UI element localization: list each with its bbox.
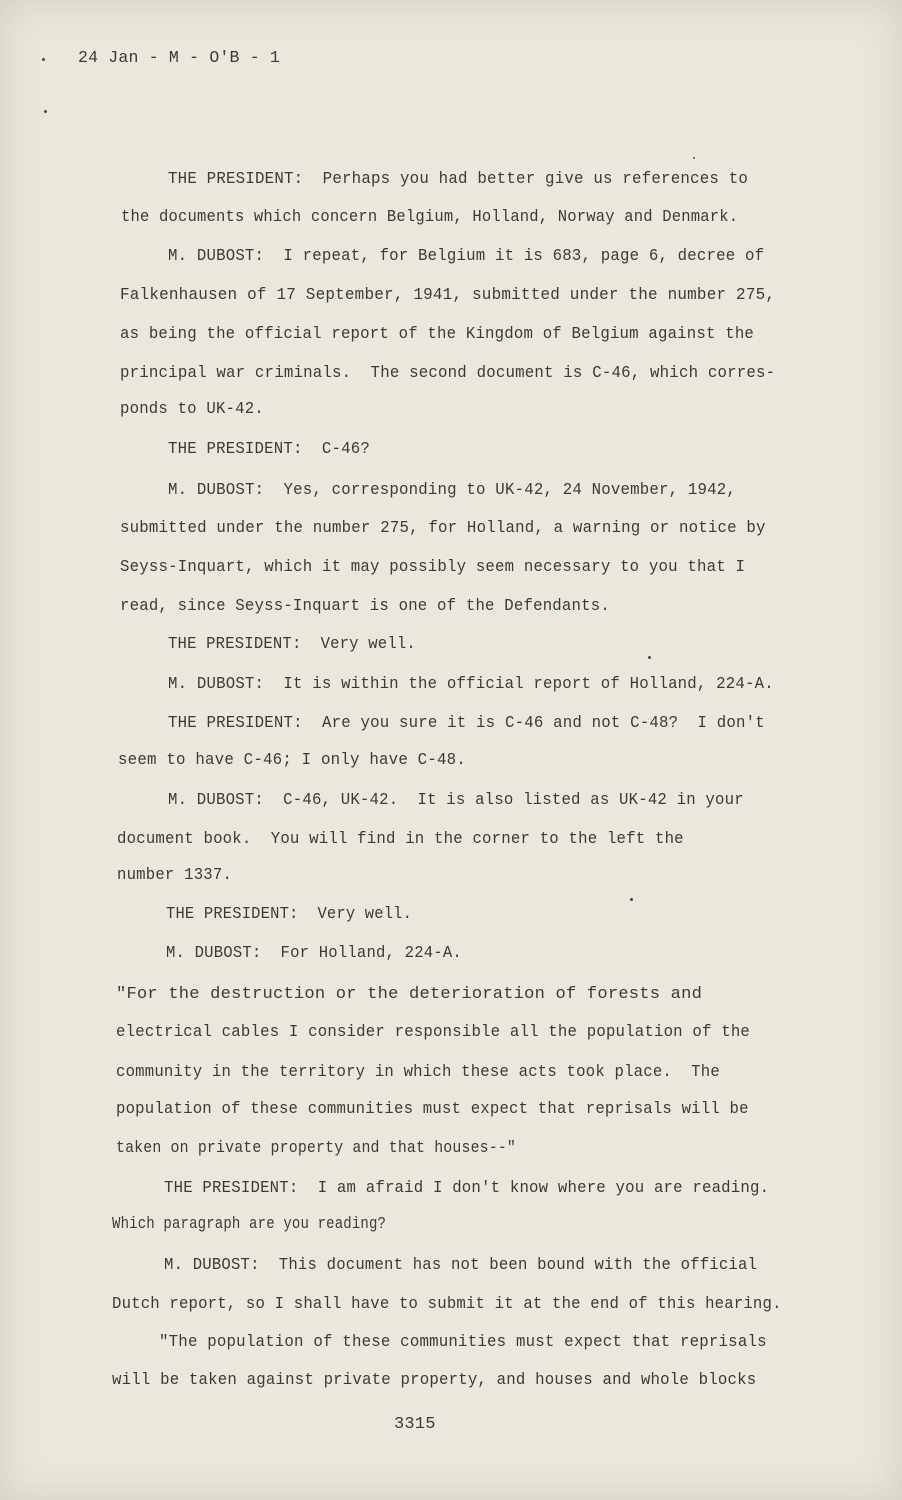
text-line: M. DUBOST: This document has not been bound with the official bbox=[164, 1255, 758, 1274]
ink-speck bbox=[44, 110, 47, 113]
text-line: M. DUBOST: It is within the official report of Holland, 224-A. bbox=[168, 674, 774, 693]
ink-speck bbox=[630, 898, 633, 901]
ink-speck bbox=[42, 58, 45, 61]
text-line: as being the official report of the Kingdom of Belgium against the bbox=[120, 324, 755, 343]
text-line: THE PRESIDENT: C-46? bbox=[168, 439, 370, 458]
text-line: Dutch report, so I shall have to submit it at the end of this hearing. bbox=[112, 1294, 782, 1313]
text-line: principal war criminals. The second document is C-46, which corres- bbox=[120, 363, 776, 382]
text-line: number 1337. bbox=[117, 865, 233, 884]
text-line: taken on private property and that houses--" bbox=[116, 1138, 517, 1157]
text-line: ponds to UK-42. bbox=[120, 399, 264, 418]
page-header: 24 Jan - M - O'B - 1 bbox=[78, 48, 281, 67]
text-line: document book. You will find in the corner to the left the bbox=[117, 829, 684, 848]
text-line: THE PRESIDENT: Very well. bbox=[166, 904, 413, 923]
text-line: will be taken against private property, and houses and whole blocks bbox=[112, 1370, 757, 1389]
text-line: population of these communities must expect that reprisals will be bbox=[116, 1099, 749, 1118]
text-line: community in the territory in which these acts took place. The bbox=[116, 1062, 720, 1081]
ink-speck bbox=[693, 157, 695, 159]
page-number: 3315 bbox=[394, 1415, 436, 1434]
text-line: submitted under the number 275, for Holland, a warning or notice by bbox=[120, 518, 766, 537]
text-line: "The population of these communities must expect that reprisals bbox=[159, 1332, 767, 1351]
text-line: M. DUBOST: I repeat, for Belgium it is 683, page 6, decree of bbox=[168, 246, 765, 265]
text-line: THE PRESIDENT: Very well. bbox=[168, 634, 416, 653]
text-line: Seyss-Inquart, which it may possibly seem necessary to you that I bbox=[120, 557, 746, 576]
text-line: read, since Seyss-Inquart is one of the Defendants. bbox=[120, 596, 610, 615]
text-line: "For the destruction or the deterioration of forests and bbox=[116, 984, 703, 1003]
text-line: seem to have C-46; I only have C-48. bbox=[118, 750, 467, 769]
text-line: Falkenhausen of 17 September, 1941, submitted under the number 275, bbox=[120, 285, 776, 304]
text-line: M. DUBOST: Yes, corresponding to UK-42, 24 November, 1942, bbox=[168, 480, 736, 499]
ink-speck bbox=[648, 656, 651, 659]
text-line: THE PRESIDENT: Perhaps you had better give us references to bbox=[168, 169, 749, 188]
text-line: THE PRESIDENT: Are you sure it is C-46 and not C-48? I don't bbox=[168, 713, 765, 732]
text-line: Which paragraph are you reading? bbox=[112, 1214, 387, 1233]
text-line: electrical cables I consider responsible all the population of the bbox=[116, 1022, 751, 1041]
text-line: M. DUBOST: For Holland, 224-A. bbox=[166, 943, 462, 962]
text-line: THE PRESIDENT: I am afraid I don't know where you are reading. bbox=[164, 1178, 770, 1197]
text-line: M. DUBOST: C-46, UK-42. It is also listed as UK-42 in your bbox=[168, 790, 744, 809]
text-line: the documents which concern Belgium, Holland, Norway and Denmark. bbox=[121, 207, 739, 226]
